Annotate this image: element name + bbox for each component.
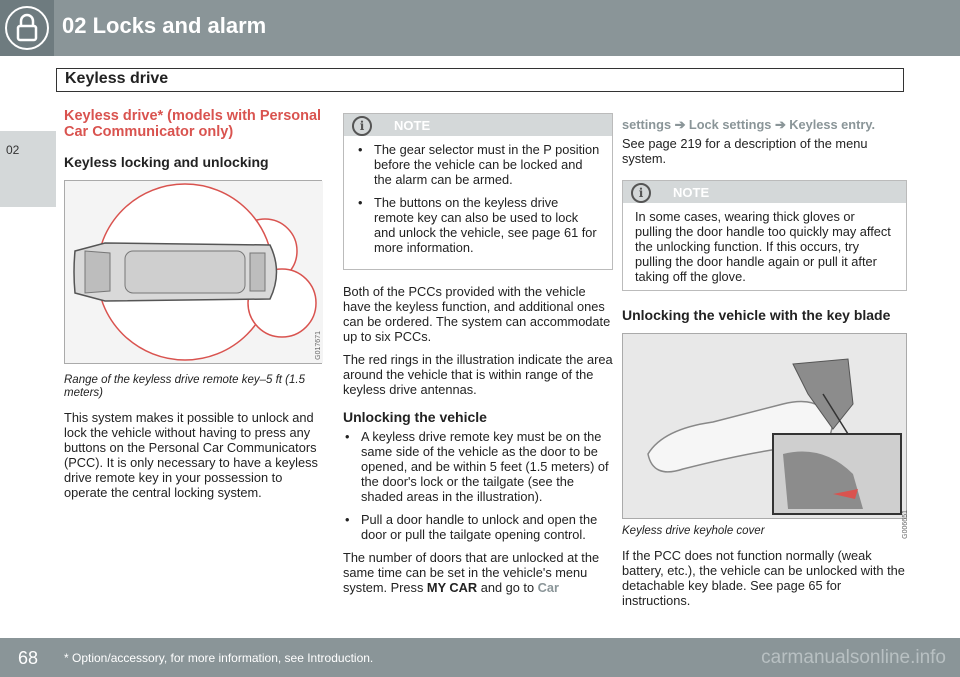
note-item: • The buttons on the keyless drive remote key can also be used to lock and unlock the vehicle, see page 61 for more information. [356,195,600,255]
list-item: • Pull a door handle to unlock and open the door or pull the tailgate opening control. [343,512,613,542]
car-range-figure [64,180,322,364]
figure-caption: Keyless drive keyhole cover [622,525,765,537]
unlock-steps [343,429,613,542]
note-body [623,203,906,290]
paragraph [343,550,613,595]
watermark: carmanualsonline.info [761,647,946,668]
header-bar [0,0,960,56]
figure-caption: Range of the keyless drive remote key–5 ft (1.5 meters) [64,374,305,399]
note-header [344,114,612,136]
note-box [622,180,907,291]
column-2 [343,113,613,603]
paragraph: See page 219 for a description of the menu system. [622,136,868,166]
note-body [344,136,612,269]
list-item: • A keyless drive remote key must be on the same side of the vehicle as the door to be opened, and be within 5 feet (1.5 meters) of the door's lock or the tailgate (see the shaded areas in the illustration). [343,429,613,504]
footer-bar [0,638,960,677]
subheading-keyless-locking: Keyless locking and unlocking [64,154,269,170]
menu-path: settings ➔ Lock settings ➔ Keyless entry. [622,117,876,132]
paragraph: The red rings in the illustration indicate the area around the vehicle that is within range of the keyless drive antennas. [343,352,613,397]
figure-code: G017671 [315,331,322,360]
chapter-tab-label: 02 [6,143,20,157]
note-text: In some cases, wearing thick gloves or pulling the door handle too quickly may affect the unlocking function. If this occurs, try pulling the door handle again or pull it after taking off the glove. [635,209,891,284]
note-item: • The gear selector must in the P position before the vehicle can be locked and the alarm can be armed. [356,142,600,187]
note-label: NOTE [394,118,431,133]
lock-icon [0,0,54,56]
note-label: NOTE [673,185,710,200]
subheading-unlocking: Unlocking the vehicle [343,409,487,425]
door-handle-illustration [623,334,906,518]
section-title: Keyless drive [65,70,169,87]
text: and go to [477,580,538,595]
section-heading: Keyless drive* (models with Personal Car Communicator only) [64,108,322,140]
chapter-tab [0,131,56,207]
footnote: * Option/accessory, for more information, see Introduction. [64,651,374,665]
car-range-illustration [65,181,323,363]
text: The number of doors that are unlocked at the same time can be set in the vehicle's menu system. Press [343,550,600,595]
paragraph: If the PCC does not function normally (weak battery, etc.), the vehicle can be unlocked with the detachable key blade. See page 65 for instructions. [622,548,905,608]
page-number: 68 [18,648,39,668]
column-1 [64,108,322,508]
info-icon: i [631,183,651,203]
subheading-key-blade: Unlocking the vehicle with the key blade [622,307,891,323]
body-paragraph: This system makes it possible to unlock and lock the vehicle without having to press any buttons on the Personal Car Communicators (PCC). It is only necessary to have a keyless drive remote key in your possession to operate the central locking system. [64,410,318,500]
note-box [343,113,613,270]
lock-icon-box [0,0,54,56]
section-bar [56,68,904,92]
note-header [623,181,906,203]
figure-code: G006651 [902,510,909,539]
menu-path-link: Car [537,580,559,595]
chapter-title: 02 Locks and alarm [62,13,267,38]
info-icon: i [352,116,372,136]
paragraph: Both of the PCCs provided with the vehicle have the keyless function, and additional ones can be ordered. The system can accommodate up to six PCCs. [343,284,611,344]
column-3 [622,117,907,616]
menu-key: MY CAR [426,580,478,595]
